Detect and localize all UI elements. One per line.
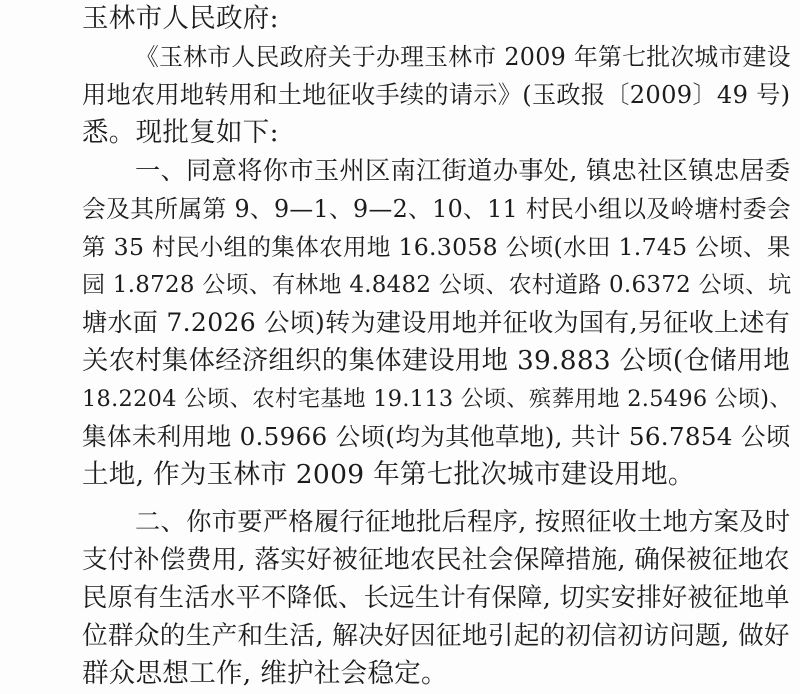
paragraph-2-start: 二、你市要严格履行征地批后程序, 按照征收土地方案及时 (135, 507, 791, 536)
text-line: 18.2204 公顷、农村宅基地 19.113 公顷、殡葬用地 2.5496 公顷)、 (82, 386, 793, 412)
addressee-line: 玉林市人民政府: (82, 3, 279, 34)
text-line: 塘水面 7.2026 公顷)转为建设用地并征收为国有,另征收上述有 (82, 308, 791, 337)
text-line: 关农村集体经济组织的集体建设用地 39.883 公顷(仓储用地 (82, 346, 791, 376)
text-line: 群众思想工作, 维护社会稳定。 (82, 658, 448, 689)
paragraph-1-start: 一、同意将你市玉州区南江街道办事处, 镇忠社区镇忠居委 (135, 156, 791, 185)
text-line: 会及其所属第 9、9—1、9—2、10、11 村民小组以及岭塘村委会 (82, 195, 791, 223)
text-line: 土地, 作为玉林市 2009 年第七批次城市建设用地。 (82, 459, 695, 490)
text-line: 位群众的生产和生活, 解决好因征地引起的初信初访问题, 做好 (82, 621, 790, 651)
text-line: 集体未利用地 0.5966 公顷(均为其他草地), 共计 56.7854 公顷 (82, 422, 791, 451)
text-line: 民原有生活水平不降低、长远生计有保障, 切实安排好被征地单 (82, 583, 790, 612)
text-line: 用地农用地转用和土地征收手续的请示》(玉政报〔2009〕49 号) (82, 81, 791, 109)
text-line: 园 1.8728 公顷、有林地 4.8482 公顷、农村道路 0.6372 公顷、坑 (82, 272, 792, 298)
text-line: 第 35 村民小组的集体农用地 16.3058 公顷(水田 1.745 公顷、果 (82, 233, 791, 261)
text-line: 《玉林市人民政府关于办理玉林市 2009 年第七批次城市建设 (135, 43, 791, 71)
text-line: 支付补偿费用, 落实好被征地农民社会保障措施, 确保被征地农 (82, 545, 790, 575)
text-line: 悉。现批复如下: (82, 117, 279, 148)
